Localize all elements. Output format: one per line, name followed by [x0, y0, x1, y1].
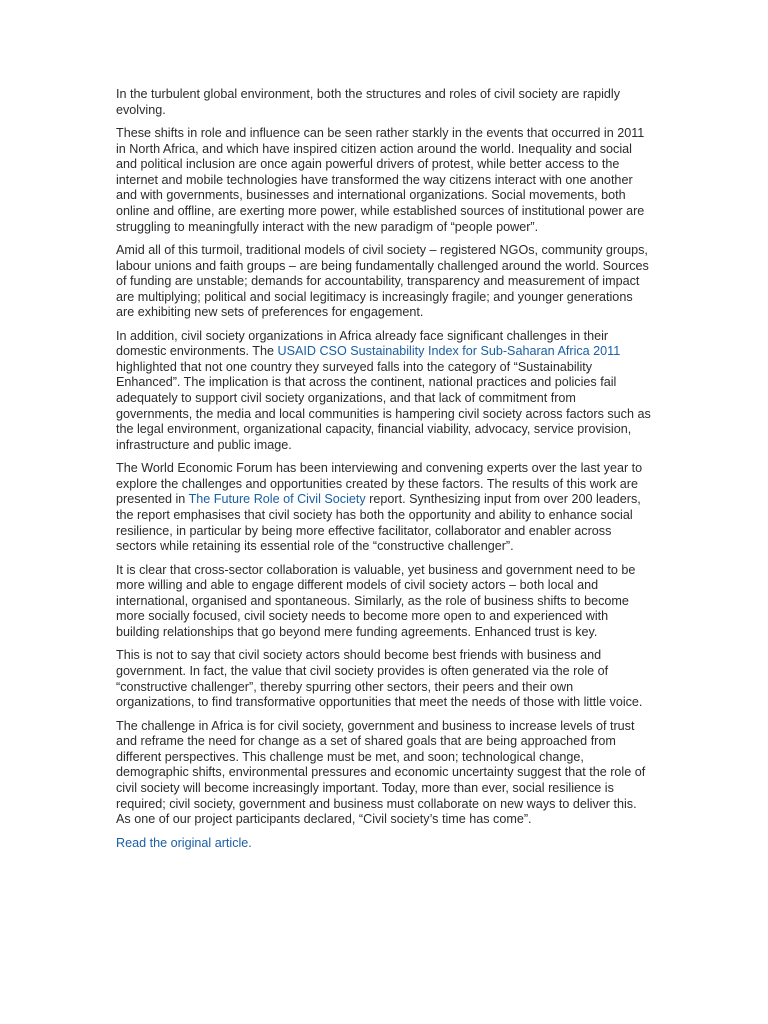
usaid-cso-index-link[interactable]: USAID CSO Sustainability Index for Sub-Saharan Africa 2011 — [277, 344, 621, 359]
paragraph-wef-report — [116, 461, 652, 555]
future-role-civil-society-link[interactable]: The Future Role of Civil Society — [188, 492, 366, 507]
read-original-paragraph — [116, 836, 652, 852]
paragraph-wef-text-after: report. Synthesizing input from over 200 leaders, the report emphasises that civil society has both the opportunity and ability to enhance social resilience, in particular by being more effective facilitator, collaborator and enabler across sectors while retaining its essential role of the “constructive challenger”. — [116, 492, 641, 554]
paragraph-usaid-text-after: highlighted that not one country they surveyed falls into the category of “Sustainability Enhanced”. The implication is that across the continent, national practices and policies fail adequately to support civil society organizations, and that lack of commitment from governments, the media and local communities is hampering civil society across factors such as the legal environment, organizational capacity, financial viability, advocacy, service provision, infrastructure and public image. — [116, 359, 651, 452]
paragraph-traditional-models: Amid all of this turmoil, traditional models of civil society – registered NGOs, community groups, labour unions and faith groups – are being fundamentally challenged around the world. Sources of funding are unstable; demands for accountability, transparency and measurement of impact are multiplying; political and social legitimacy is increasingly fragile; and younger generations are exhibiting new sets of preferences for engagement. — [116, 242, 649, 320]
paragraph-intro: In the turbulent global environment, both the structures and roles of civil society are rapidly evolving. — [116, 87, 621, 117]
read-original-article-link[interactable]: Read the original article. — [116, 835, 252, 850]
paragraph-wef-text-before: The World Economic Forum has been interviewing and convening experts over the last year to explore the challenges and opportunities created by these factors. The results of this work are presented in — [116, 461, 643, 507]
paragraph-challenge-africa: The challenge in Africa is for civil society, government and business to increase levels of trust and reframe the need for change as a set of shared goals that are being approached from different perspectives. This challenge must be met, and soon; technological change, demographic shifts, environmental pressures and economic uncertainty suggest that the role of civil society will become increasingly important. Today, more than ever, social resilience is required; civil society, government and business must collaborate on new ways to deliver this. As one of our project participants declared, “Civil society’s time has come”. — [116, 718, 646, 827]
paragraph-collaboration: It is clear that cross-sector collaboration is valuable, yet business and government need to be more willing and able to engage different models of civil society actors – both local and international, organised and spontaneous. Similarly, as the role of business shifts to become more socially focused, civil society needs to become more open to and experienced with building relationships that go beyond mere funding agreements. Enhanced trust is key. — [116, 562, 636, 639]
paragraph-constructive-challenger: This is not to say that civil society actors should become best friends with business and government. In fact, the value that civil society provides is often generated via the role of “constructive challenger”, thereby spurring other sectors, their peers and their own organizations, to find transformative opportunities that meet the needs of those with little voice. — [116, 648, 643, 710]
paragraph-usaid-index — [116, 329, 652, 454]
paragraph-north-africa: These shifts in role and influence can be seen rather starkly in the events that occurred in 2011 in North Africa, and which have inspired citizen action around the world. Inequality and social and political inclusion are once again powerful drivers of protest, while better access to the internet and mobile technologies have transformed the way citizens interact with one another and with governments, businesses and international organizations. Social movements, both online and offline, are exerting more power, while established sources of institutional power are struggling to meaningfully interact with the new paradigm of “people power”. — [116, 125, 645, 234]
paragraph-usaid-text-before: In addition, civil society organizations in Africa already face significant challenges in their domestic environments. The — [116, 328, 609, 359]
article-body — [116, 87, 652, 859]
